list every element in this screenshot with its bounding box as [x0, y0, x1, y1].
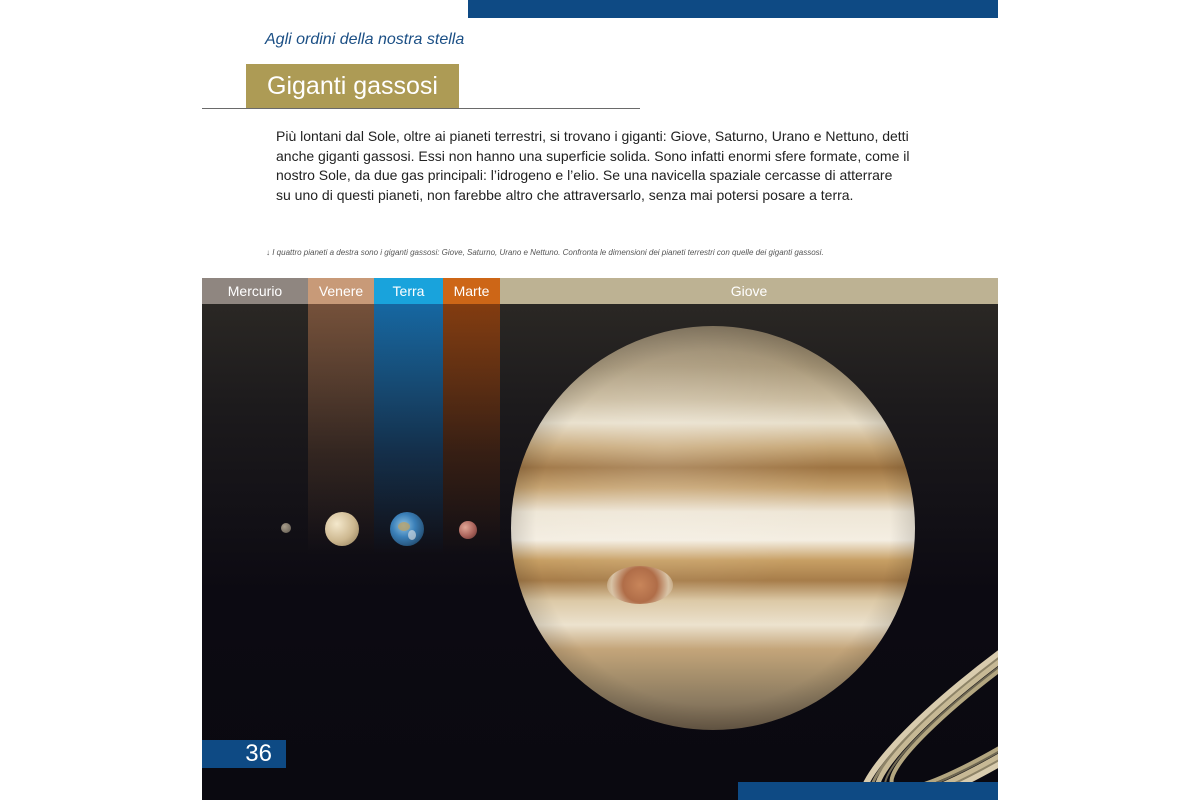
body-line: anche giganti gassosi. Essi non hanno una superficie solida. Sono infatti enormi sfere formate, come il [276, 147, 910, 164]
mars-column [443, 304, 500, 554]
body-line: su uno di questi pianeti, non farebbe altro che attraversarlo, senza mai potersi posare a terra. [276, 186, 854, 203]
body-line: Più lontani dal Sole, oltre ai pianeti terrestri, si trovano i giganti: Giove, Saturno, Urano e Nettuno, detti [276, 128, 909, 144]
chapter-divider [202, 108, 640, 109]
label-mercury: Mercurio [202, 278, 308, 304]
page-number: 36 [202, 740, 286, 768]
label-venus: Venere [308, 278, 374, 304]
label-jupiter: Giove [500, 278, 998, 304]
earth-planet [390, 512, 424, 546]
caption-text: I quattro pianeti a destra sono i giganti gassosi: Giove, Saturno, Urano e Nettuno. Confronta le dimensioni dei pianeti terrestri con quelle dei giganti gassosi. [272, 248, 824, 257]
figure-caption [266, 248, 824, 257]
chapter-title: Giganti gassosi [246, 64, 459, 109]
body-paragraph [276, 127, 926, 205]
arrow-down-icon: ↓ [266, 248, 270, 257]
mercury-planet [281, 523, 291, 533]
mars-planet [459, 521, 477, 539]
top-accent-bar [468, 0, 998, 18]
great-red-spot [607, 566, 673, 604]
body-line: nostro Sole, da due gas principali: l’idrogeno e l’elio. Se una navicella spaziale cercasse di atterrare [276, 167, 893, 183]
label-mars: Marte [443, 278, 500, 304]
bottom-accent-bar [738, 782, 998, 800]
planet-comparison-figure [202, 278, 998, 800]
saturn-rings [802, 578, 998, 800]
section-title: Agli ordini della nostra stella [265, 31, 465, 48]
venus-planet [325, 512, 359, 546]
label-earth: Terra [374, 278, 443, 304]
